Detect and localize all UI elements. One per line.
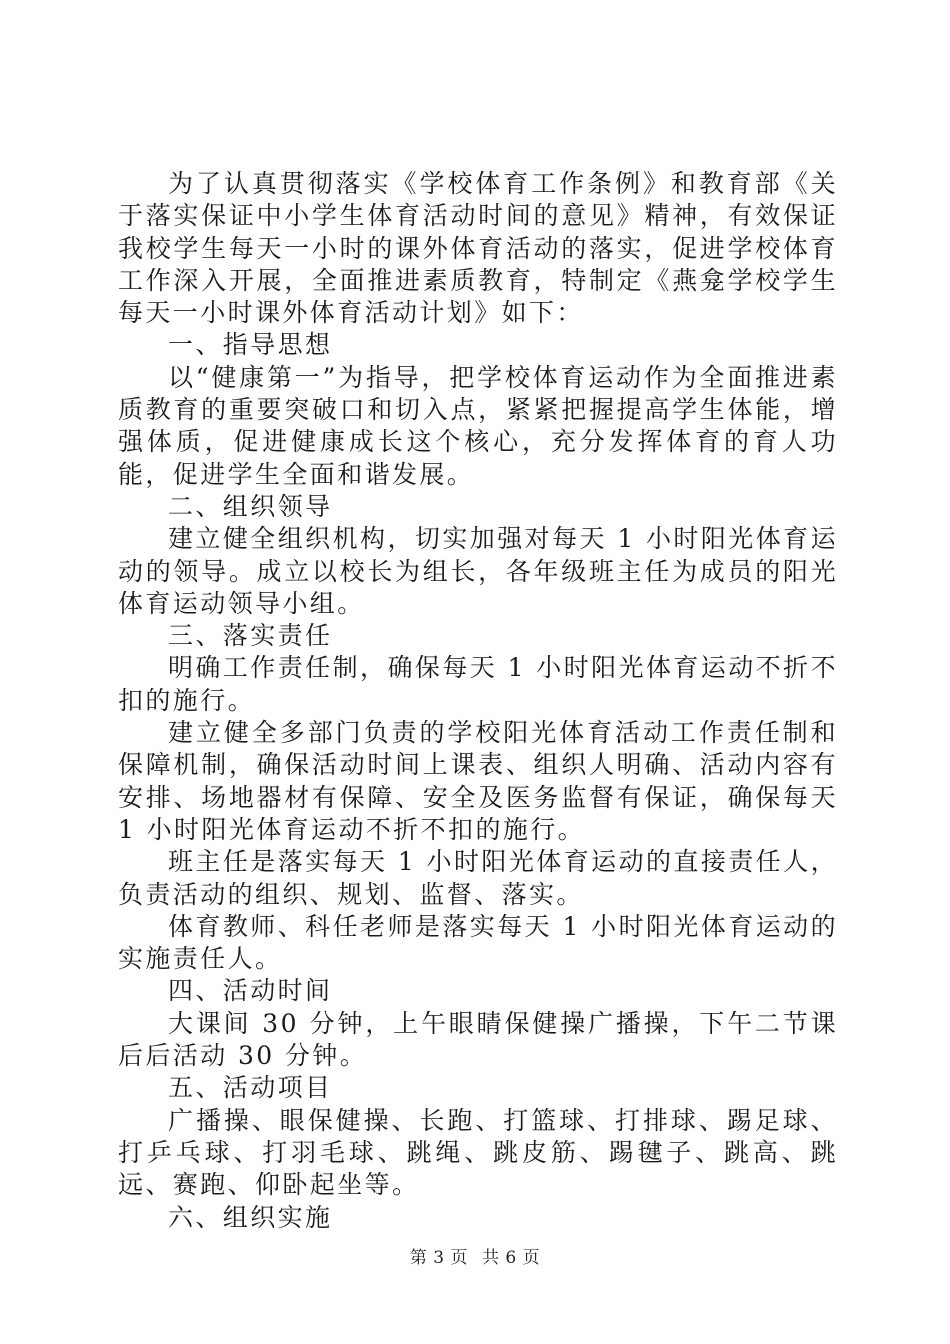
responsibility-paragraph-4: 体育教师、科任老师是落实每天 1 小时阳光体育运动的实施责任人。 [118, 911, 838, 974]
section-heading-activity-time: 四、活动时间 [168, 976, 333, 1006]
responsibility-paragraph-2: 建立健全多部门负责的学校阳光体育活动工作责任制和保障机制，确保活动时间上课表、组织人明确、活动内容有安排、场地器材有保障、安全及医务监督有保证，确保每天 1 小时阳光体育运动不折不扣的施行。 [118, 718, 838, 844]
document-body [118, 168, 838, 1234]
organization-paragraph: 建立健全组织机构，切实加强对每天 1 小时阳光体育运动的领导。成立以校长为组长，各年级班主任为成员的阳光体育运动领导小组。 [118, 524, 838, 618]
responsibility-paragraph-1: 明确工作责任制，确保每天 1 小时阳光体育运动不折不扣的施行。 [118, 653, 838, 715]
guiding-ideology-paragraph: 以“健康第一”为指导，把学校体育运动作为全面推进素质教育的重要突破口和切入点，紧紧把握提高学生体能，增强体质，促进健康成长这个核心，充分发挥体育的育人功能，促进学生全面和谐发展。 [118, 362, 838, 489]
section-heading-organization: 二、组织领导 [168, 491, 333, 521]
section-heading-responsibility: 三、落实责任 [168, 621, 333, 651]
page-number: 第 3 页 [409, 1248, 468, 1268]
page-total: 共 6 页 [482, 1248, 541, 1268]
activity-time-paragraph: 大课间 30 分钟，上午眼睛保健操广播操，下午二节课后后活动 30 分钟。 [118, 1008, 838, 1071]
section-heading-implementation: 六、组织实施 [168, 1202, 333, 1232]
activity-items-paragraph: 广播操、眼保健操、长跑、打篮球、打排球、踢足球、打乒乓球、打羽毛球、跳绳、跳皮筋、踢毽子、跳高、跳远、赛跑、仰卧起坐等。 [118, 1105, 838, 1200]
intro-paragraph: 为了认真贯彻落实《学校体育工作条例》和教育部《关于落实保证中小学生体育活动时间的意见》精神，有效保证我校学生每天一小时的课外体育活动的落实，促进学校体育工作深入开展，全面推进素质教育，特制定《燕龛学校学生每天一小时课外体育活动计划》如下： [118, 169, 838, 328]
page-footer [0, 1243, 950, 1268]
section-heading-activity-items: 五、活动项目 [168, 1073, 333, 1103]
responsibility-paragraph-3: 班主任是落实每天 1 小时阳光体育运动的直接责任人，负责活动的组织、规划、监督、落实。 [118, 847, 838, 909]
section-heading-guiding-ideology: 一、指导思想 [168, 330, 333, 360]
